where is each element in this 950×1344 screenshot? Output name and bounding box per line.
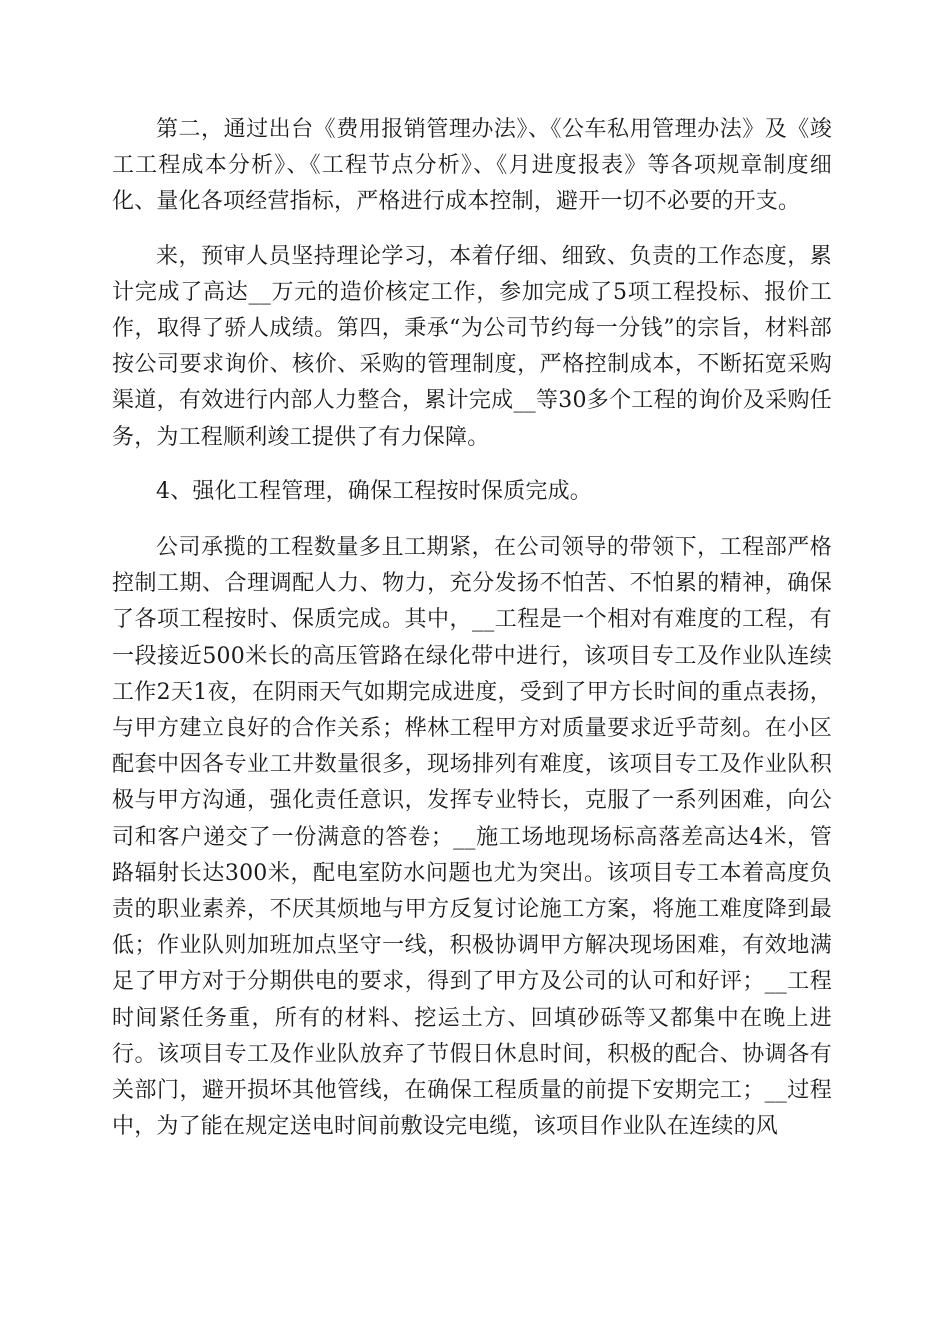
section-heading-project-management: 4、强化工程管理，确保工程按时保质完成。	[156, 478, 592, 504]
paragraph-project-management: 公司承揽的工程数量多且工期紧，在公司领导的带领下，工程部严格控制工期、合理调配人力、物力，充分发扬不怕苦、不怕累的精神，确保了各项工程按时、保质完成。其中，__工程是一个相对有难度的工程，有一段接近500米长的高压管路在绿化带中进行，该项目专工及作业队连续工作2天1夜，在阴雨天气如期完成进度，受到了甲方长时间的重点表扬，与甲方建立良好的合作关系；桦林工程甲方对质量要求近乎苛刻。在小区配套中因各专业工井数量很多，现场排列有难度，该项目专工及作业队积极与甲方沟通，强化责任意识，发挥专业特长，克服了一系列困难，向公司和客户递交了一份满意的答卷；__施工场地现场标高落差高达4米，管路辐射长达300米，配电室防水问题也尤为突出。该项目专工本着高度负责的职业素养，不厌其烦地与甲方反复讨论施工方案，将施工难度降到最低；作业队则加班加点坚守一线，积极协调甲方解决现场困难，有效地满足了甲方对于分期供电的要求，得到了甲方及公司的认可和好评；__工程时间紧任务重，所有的材料、挖运土方、回填砂砾等又都集中在晚上进行。该项目专工及作业队放弃了节假日休息时间，积极的配合、协调各有关部门，避开损坏其他管线，在确保工程质量的前提下安期完工；__过程中，为了能在规定送电时间前敷设完电缆，该项目作业队在连续的风	[112, 535, 832, 1140]
paragraph-cost-control: 第二，通过出台《费用报销管理办法》、《公车私用管理办法》及《竣工工程成本分析》、《工程节点分析》、《月进度报表》等各项规章制度细化、量化各项经营指标，严格进行成本控制，避开一切不必要的开支。	[112, 117, 832, 215]
paragraph-pricing-procurement: 来，预审人员坚持理论学习，本着仔细、细致、负责的工作态度，累计完成了高达__万元的造价核定工作，参加完成了5项工程投标、报价工作，取得了骄人成绩。第四，秉承“为公司节约每一分钱”的宗旨，材料部按公司要求询价、核价、采购的管理制度，严格控制成本，不断拓宽采购渠道，有效进行内部人力整合，累计完成__等30多个工程的询价及采购任务，为工程顺利竣工提供了有力保障。	[112, 243, 832, 450]
document-page	[112, 112, 832, 1163]
